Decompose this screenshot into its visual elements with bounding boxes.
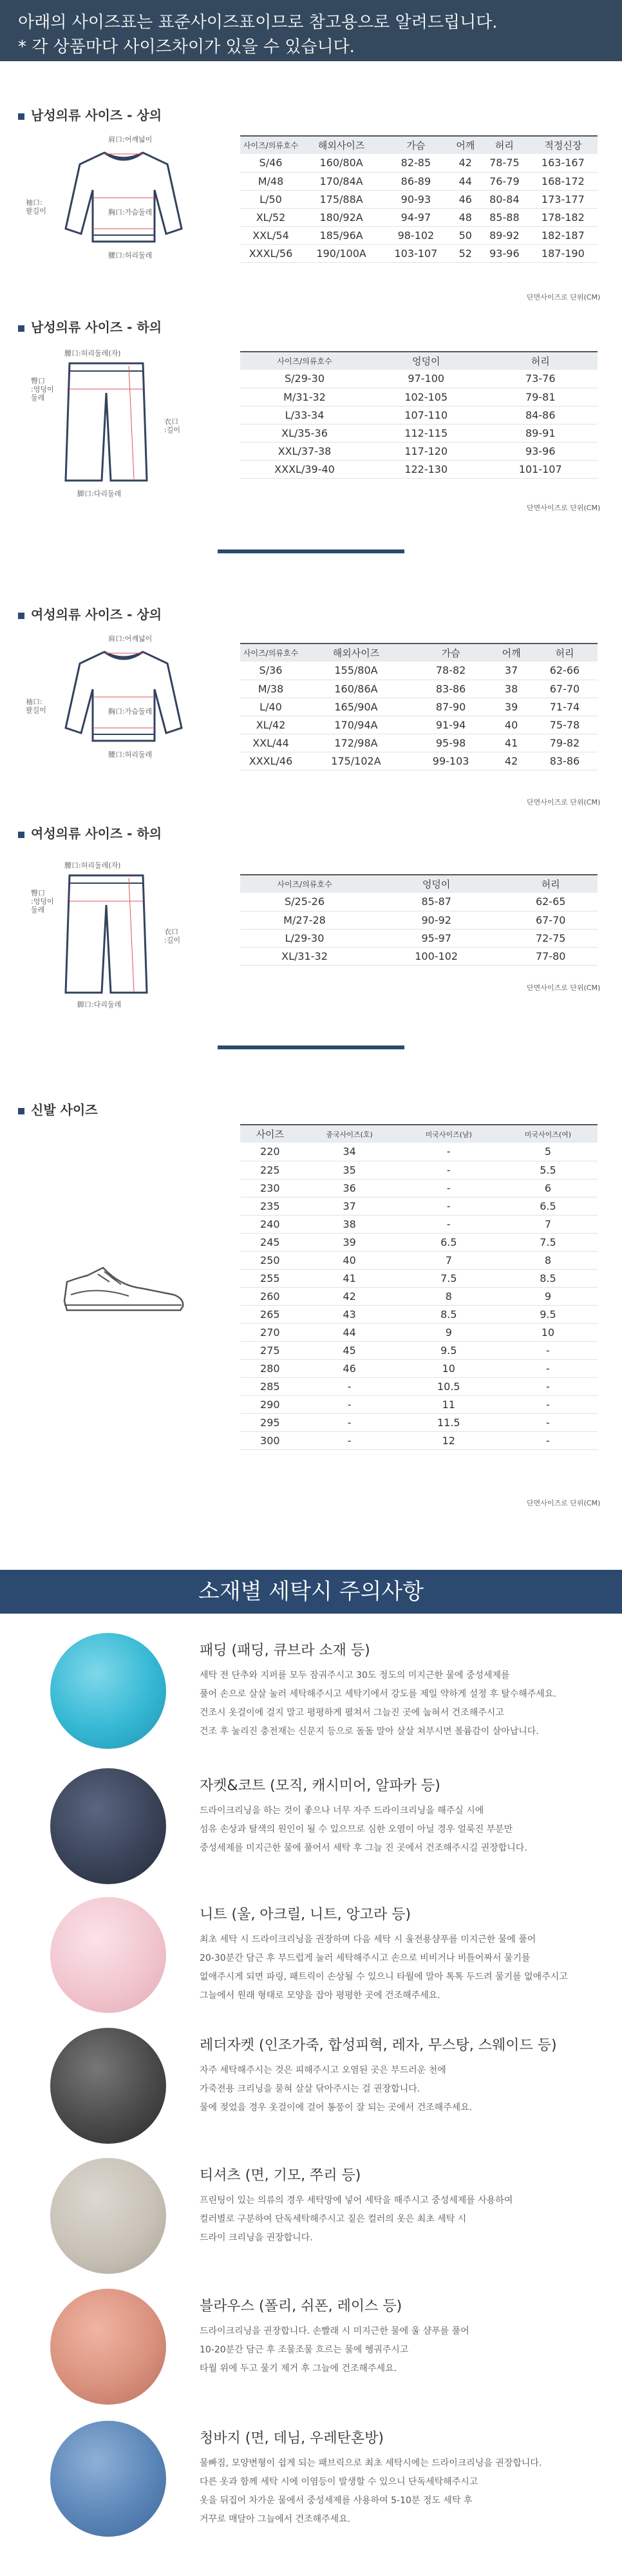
table-row: M/31-32 102-105 79-81 bbox=[240, 388, 598, 406]
men-top-table bbox=[240, 135, 598, 263]
care-body: 자주 세탁해주시는 것은 피해주시고 오염된 곳은 부드러운 천에 가죽전용 크리닝을 묻혀 살살 닦아주시는 걸 권장합니다. 물에 젖었을 경우 옷걸이에 걸어 통풍이 잘 되는 곳에서 건조해주세요. bbox=[200, 2065, 473, 2113]
shoe-title: 신발 사이즈 bbox=[18, 1100, 98, 1118]
men-bottom-title: 남성의류 사이즈 - 하의 bbox=[18, 317, 162, 336]
care-title: 티셔츠 (면, 기모, 쭈리 등) bbox=[200, 2168, 361, 2184]
hem-label: 脚口:다리둘레 bbox=[77, 1000, 122, 1009]
fabric-photo bbox=[50, 2289, 166, 2405]
waist-label: 腰口:허리둘레(자) bbox=[64, 861, 121, 870]
care-title: 패딩 (패딩, 큐브라 소재 등) bbox=[200, 1643, 370, 1659]
care-item-denim bbox=[0, 2421, 622, 2559]
table-header: 허리 bbox=[532, 644, 598, 662]
fabric-photo bbox=[50, 1897, 166, 2013]
table-header: 엉덩이 bbox=[369, 352, 484, 370]
table-header: 어깨 bbox=[491, 644, 532, 662]
women-bottom-table bbox=[240, 874, 598, 966]
notice-line-2: * 각 상품마다 사이즈차이가 있을 수 있습니다. bbox=[18, 37, 355, 57]
women-bottom-title: 여성의류 사이즈 - 하의 bbox=[18, 823, 162, 842]
care-body: 드라이크리닝을 권장합니다. 손빨래 시 미지근한 물에 울 샴푸를 풀어 10-20분간 담근 후 조물조물 흐르는 물에 헹궈주시고 타월 위에 두고 물기 제거 후 그늘에 건조해주세요. bbox=[200, 2326, 469, 2374]
fabric-photo bbox=[50, 2028, 166, 2144]
table-header: 중국사이즈(호) bbox=[300, 1125, 399, 1143]
table-row: 275 45 9.5 - bbox=[240, 1341, 598, 1359]
table-row: 300 - 12 - bbox=[240, 1431, 598, 1449]
table-header: 허리 bbox=[484, 352, 598, 370]
notice-header bbox=[0, 0, 622, 61]
care-item-padding bbox=[0, 1633, 622, 1771]
table-header: 엉덩이 bbox=[369, 875, 504, 893]
table-header: 미국사이즈(남) bbox=[399, 1125, 498, 1143]
waist-label: 腰口:허리둘레(자) bbox=[64, 349, 121, 358]
section-divider bbox=[218, 1045, 404, 1049]
shoe-size-table bbox=[240, 1124, 598, 1450]
hip-label: 臀口 :엉덩이 둘레 bbox=[31, 377, 54, 402]
men-top-title: 남성의류 사이즈 - 상의 bbox=[18, 105, 162, 124]
unit-note: 단면사이즈로 단위(CM) bbox=[527, 1499, 601, 1507]
hem-label: 脚口:다리둘레 bbox=[77, 490, 122, 498]
unit-note: 단면사이즈로 단위(CM) bbox=[527, 504, 601, 512]
table-header: 사이즈 bbox=[240, 1125, 300, 1143]
table-row: 260 42 8 9 bbox=[240, 1287, 598, 1305]
table-row: L/50 175/88A 90-93 46 80-84 173-177 bbox=[240, 190, 598, 208]
fabric-photo bbox=[50, 2158, 166, 2274]
care-body: 세탁 전 단추와 지퍼를 모두 잠궈주시고 30도 정도의 미지근한 물에 중성세제를 풀어 손으로 살살 눌러 세탁해주시고 세탁기에서 강도를 제일 약하게 설정 후 탈수해주세요. 건조시 옷걸이에 걸지 말고 평평하게 펼쳐서 그늘진 곳에 눕혀서 건조해주시고 건조 후 눌리진 충전재는 신문지 등으로 돌돌 말아 살살 쳐부시면 볼륨감이 살아납니다. bbox=[200, 1670, 556, 1737]
table-row: 225 35 - 5.5 bbox=[240, 1161, 598, 1179]
care-title: 니트 (울, 아크릴, 니트, 앙고라 등) bbox=[200, 1907, 411, 1923]
square-bullet-icon bbox=[18, 613, 24, 619]
table-row: S/36 155/80A 78-82 37 62-66 bbox=[240, 662, 598, 680]
unit-note: 단면사이즈로 단위(CM) bbox=[527, 984, 601, 992]
table-row: XXXL/39-40 122-130 101-107 bbox=[240, 460, 598, 478]
unit-note: 단면사이즈로 단위(CM) bbox=[527, 293, 601, 301]
square-bullet-icon bbox=[18, 325, 24, 332]
table-row: S/25-26 85-87 62-65 bbox=[240, 893, 598, 911]
sleeve-label: 袖口: 팔길이 bbox=[26, 198, 46, 215]
table-row: 295 - 11.5 - bbox=[240, 1413, 598, 1431]
table-row: XXXL/56 190/100A 103-107 52 93-96 187-190 bbox=[240, 244, 598, 262]
length-label: 衣口 :길이 bbox=[164, 928, 180, 944]
care-item-blouse bbox=[0, 2289, 622, 2427]
table-header: 가슴 bbox=[411, 644, 491, 662]
table-row: M/27-28 90-92 67-70 bbox=[240, 911, 598, 929]
sleeve-label: 袖口: 팔길이 bbox=[26, 698, 46, 714]
table-header: 허리 bbox=[480, 136, 529, 154]
notice-line-1: 아래의 사이즈표는 표준사이즈표이므로 참고용으로 알려드립니다. bbox=[18, 13, 498, 32]
table-row: 255 41 7.5 8.5 bbox=[240, 1269, 598, 1287]
table-row: S/29-30 97-100 73-76 bbox=[240, 370, 598, 388]
table-header: 사이즈/의류호수 bbox=[240, 875, 369, 893]
table-row: L/40 165/90A 87-90 39 71-74 bbox=[240, 698, 598, 716]
fabric-photo bbox=[50, 2421, 166, 2537]
table-row: M/48 170/84A 86-89 44 76-79 168-172 bbox=[240, 172, 598, 190]
square-bullet-icon bbox=[18, 113, 24, 120]
table-row: M/38 160/86A 83-86 38 67-70 bbox=[240, 680, 598, 698]
care-item-jacket bbox=[0, 1768, 622, 1907]
care-item-tshirt bbox=[0, 2158, 622, 2296]
table-header: 허리 bbox=[504, 875, 598, 893]
sweater-diagram bbox=[64, 145, 184, 248]
care-title: 블라우스 (폴리, 쉬폰, 레이스 등) bbox=[200, 2298, 402, 2314]
table-row: 245 39 6.5 7.5 bbox=[240, 1233, 598, 1251]
table-header: 가슴 bbox=[381, 136, 450, 154]
women-top-table bbox=[240, 643, 598, 770]
pants-diagram bbox=[64, 361, 148, 483]
care-item-knit bbox=[0, 1897, 622, 2036]
chest-label: 胸口:가슴둘레 bbox=[108, 707, 153, 716]
care-body: 최초 세탁 시 드라이크리닝을 권장하며 다음 세탁 시 울전용샴푸를 미지근한 물에 풀어 20-30분간 담근 후 부드럽게 눌러 세탁해주시고 손으로 비비거나 비틀어짜서 물기를 없애주시게 되면 파링, 패트릭이 손상될 수 있으니 타월에 말아 톡톡 두드려 물기를 없애주시고 그늘에서 원래 형태로 모양을 잡아 평평한 곳에 건조해주세요. bbox=[200, 1934, 568, 2001]
table-row: 230 36 - 6 bbox=[240, 1179, 598, 1197]
table-row: 265 43 8.5 9.5 bbox=[240, 1305, 598, 1323]
square-bullet-icon bbox=[18, 832, 24, 838]
care-body: 프린팅이 있는 의류의 경우 세탁망에 넣어 세탁을 해주시고 중성세제를 사용하여 컬러별로 구분하여 단독세탁해주시고 짙은 컬러의 옷은 최초 세탁 시 드라이 크리닝을 권장합니다. bbox=[200, 2195, 513, 2243]
table-row: XL/42 170/94A 91-94 40 75-78 bbox=[240, 716, 598, 734]
table-row: XL/31-32 100-102 77-80 bbox=[240, 947, 598, 965]
care-title: 청바지 (면, 데님, 우레탄혼방) bbox=[200, 2430, 384, 2447]
table-header: 해외사이즈 bbox=[301, 644, 411, 662]
women-top-title: 여성의류 사이즈 - 상의 bbox=[18, 604, 162, 623]
unit-note: 단면사이즈로 단위(CM) bbox=[527, 798, 601, 806]
hip-label: 臀口 :엉덩이 둘레 bbox=[31, 889, 54, 914]
table-row: 240 38 - 7 bbox=[240, 1215, 598, 1233]
table-row: 285 - 10.5 - bbox=[240, 1377, 598, 1395]
table-header: 사이즈/의류호수 bbox=[240, 352, 369, 370]
care-title: 자켓&코트 (모직, 캐시미어, 알파카 등) bbox=[200, 1778, 440, 1794]
table-row: XXL/54 185/96A 98-102 50 89-92 182-187 bbox=[240, 226, 598, 244]
care-banner: 소재별 세탁시 주의사항 bbox=[0, 1570, 622, 1614]
sneaker-icon bbox=[58, 1263, 187, 1317]
table-row: XXXL/46 175/102A 99-103 42 83-86 bbox=[240, 752, 598, 770]
section-divider bbox=[218, 549, 404, 553]
table-row: XL/52 180/92A 94-97 48 85-88 178-182 bbox=[240, 208, 598, 226]
men-bottom-table bbox=[240, 351, 598, 479]
care-title: 레더자켓 (인조가죽, 합성피혁, 레자, 무스탕, 스웨이드 등) bbox=[200, 2037, 557, 2054]
table-row: 280 46 10 - bbox=[240, 1359, 598, 1377]
waist-label: 腰口:허리둘레 bbox=[108, 251, 153, 260]
waist-label: 腰口:허리둘레 bbox=[108, 750, 153, 759]
table-header: 해외사이즈 bbox=[301, 136, 381, 154]
pants-diagram bbox=[64, 873, 148, 995]
shoulder-label: 肩口:어깨넓이 bbox=[108, 135, 153, 144]
table-row: 220 34 - 5 bbox=[240, 1143, 598, 1161]
square-bullet-icon bbox=[18, 1108, 24, 1114]
fabric-photo bbox=[50, 1768, 166, 1884]
sweater-diagram bbox=[64, 644, 184, 747]
table-row: 290 - 11 - bbox=[240, 1395, 598, 1413]
table-header: 미국사이즈(여) bbox=[498, 1125, 598, 1143]
table-header: 어깨 bbox=[451, 136, 481, 154]
table-row: XL/35-36 112-115 89-91 bbox=[240, 424, 598, 442]
table-header: 적정신장 bbox=[529, 136, 598, 154]
table-header: 사이즈/의류호수 bbox=[240, 136, 301, 154]
table-row: XXL/44 172/98A 95-98 41 79-82 bbox=[240, 734, 598, 752]
table-header: 사이즈/의류호수 bbox=[240, 644, 301, 662]
table-row: 235 37 - 6.5 bbox=[240, 1197, 598, 1215]
table-row: 270 44 9 10 bbox=[240, 1323, 598, 1341]
care-body: 드라이크리닝을 하는 것이 좋으나 너무 자주 드라이크리닝을 해주실 시에 섬유 손상과 탈색의 원인이 될 수 있으므로 심한 오염이 아닐 경우 얼룩진 부분만 중성세제를 미지근한 물에 풀어서 세탁 후 그늘 진 곳에서 건조해주시길 권장합니다. bbox=[200, 1806, 527, 1853]
shoulder-label: 肩口:어깨넓이 bbox=[108, 634, 153, 643]
table-row: XXL/37-38 117-120 93-96 bbox=[240, 442, 598, 460]
table-row: 250 40 7 8 bbox=[240, 1251, 598, 1269]
care-body: 물빠짐, 모양변형이 쉽게 되는 패브릭으로 최초 세탁시에는 드라이크리닝을 권장합니다. 다른 옷과 함께 세탁 시에 이염등이 발생할 수 있으니 단독세탁해주시고 옷을 뒤집어 차가운 물에서 중성세제를 사용하여 5-10분 정도 세탁 후 거꾸로 매달아 그늘에서 건조해주세요. bbox=[200, 2458, 542, 2524]
care-item-leather bbox=[0, 2028, 622, 2166]
length-label: 衣口 :길이 bbox=[164, 417, 180, 434]
fabric-photo bbox=[50, 1633, 166, 1749]
table-row: L/29-30 95-97 72-75 bbox=[240, 929, 598, 947]
table-row: L/33-34 107-110 84-86 bbox=[240, 406, 598, 424]
chest-label: 胸口:가슴둘레 bbox=[108, 208, 153, 216]
table-row: S/46 160/80A 82-85 42 78-75 163-167 bbox=[240, 154, 598, 172]
